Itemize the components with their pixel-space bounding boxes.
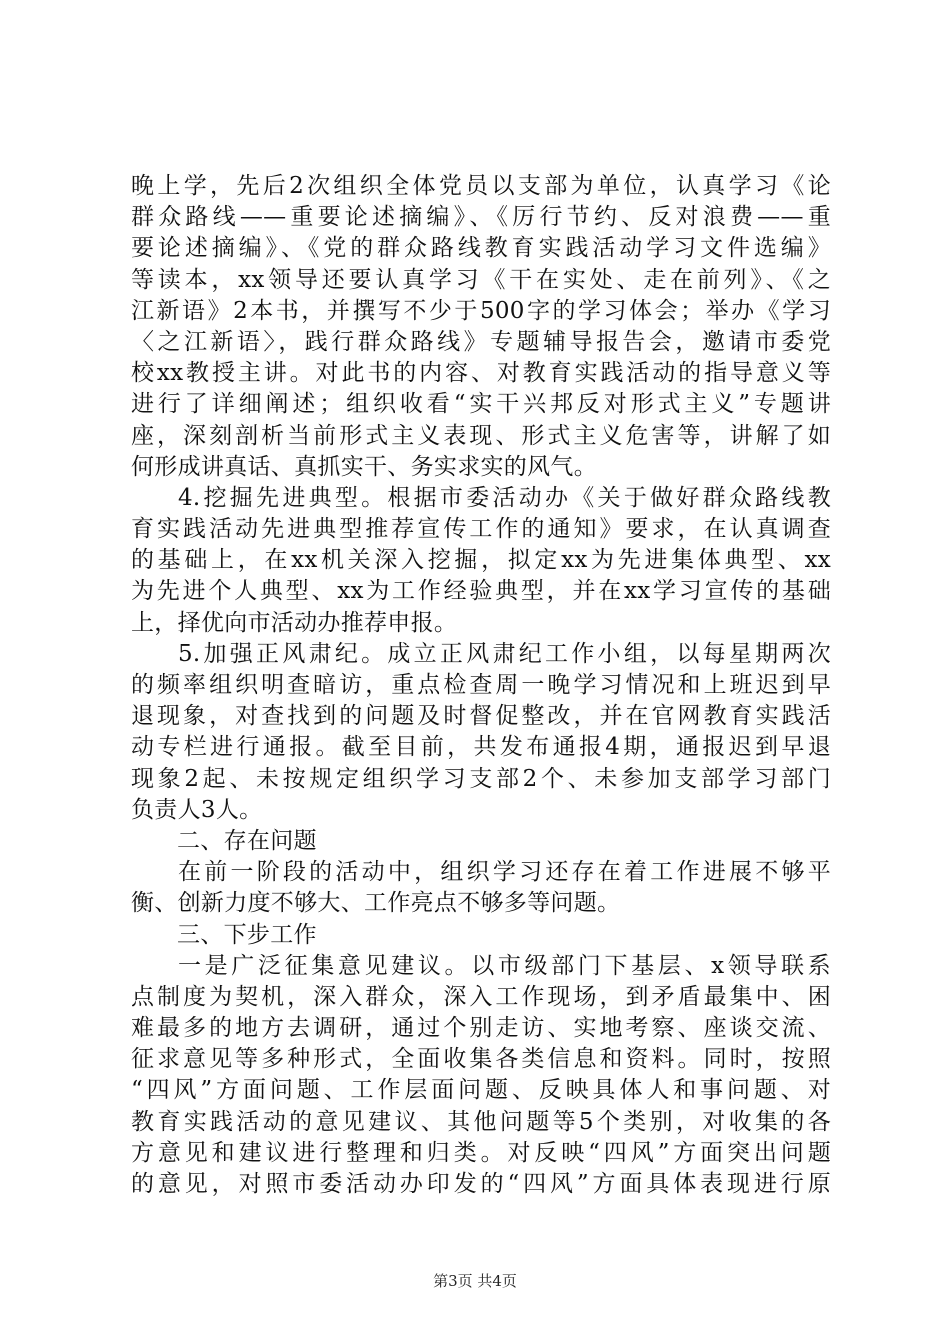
body-line: 现象2起、未按规定组织学习支部2个、未参加支部学习部门 [131, 765, 831, 792]
body-line: 衡、创新力度不够大、工作亮点不够多等问题。 [131, 890, 621, 917]
body-line: 校xx教授主讲。对此书的内容、对教育实践活动的指导意义等 [131, 360, 831, 387]
body-line: 要论述摘编》、《党的群众路线教育实践活动学习文件选编》 [131, 235, 831, 262]
body-line: 征求意见等多种形式，全面收集各类信息和资料。同时，按照 [131, 1046, 831, 1073]
document-body [131, 171, 831, 1200]
body-line: 晚上学，先后2次组织全体党员以支部为单位，认真学习《论 [131, 173, 831, 199]
section-heading: 二、存在问题 [177, 827, 317, 854]
body-line: 教育实践活动的意见建议、其他问题等5个类别，对收集的各 [131, 1108, 831, 1135]
body-line: 负责人3人。 [131, 796, 263, 823]
body-line: 的意见，对照市委活动办印发的“四风”方面具体表现进行原 [131, 1171, 831, 1197]
body-line: 动专栏进行通报。截至目前，共发布通报4期，通报迟到早退 [131, 734, 831, 761]
paragraph-heading-line: 一是广泛征集意见建议。以市级部门下基层、x领导联系 [178, 952, 831, 979]
body-line: 难最多的地方去调研，通过个别走访、实地考察、座谈交流、 [131, 1015, 831, 1042]
body-line: 江新语》2本书，并撰写不少于500字的学习体会；举办《学习 [131, 297, 831, 324]
body-line: 的基础上，在xx机关深入挖掘，拟定xx为先进集体典型、xx [131, 547, 831, 574]
paragraph-heading-line: 在前一阶段的活动中，组织学习还存在着工作进展不够平 [178, 859, 831, 886]
body-line: 退现象，对查找到的问题及时督促整改，并在官网教育实践活 [131, 703, 831, 730]
body-line: 等读本，xx领导还要认真学习《干在实处、走在前列》、《之 [131, 266, 831, 293]
body-line: 上，择优向市活动办推荐申报。 [131, 609, 458, 636]
body-line: 为先进个人典型、xx为工作经验典型，并在xx学习宣传的基础 [131, 578, 831, 605]
body-line: 点制度为契机，深入群众，深入工作现场，到矛盾最集中、困 [131, 983, 831, 1010]
body-line: 座，深刻剖析当前形式主义表现、形式主义危害等，讲解了如 [131, 422, 831, 449]
paragraph-heading-line: 4.挖掘先进典型。根据市委活动办《关于做好群众路线教 [178, 484, 831, 511]
body-line: 育实践活动先进典型推荐宣传工作的通知》要求，在认真调查 [131, 516, 831, 543]
body-line: “四风”方面问题、工作层面问题、反映具体人和事问题、对 [131, 1077, 831, 1104]
body-line: 方意见和建议进行整理和归类。对反映“四风”方面突出问题 [131, 1139, 831, 1166]
section-heading: 三、下步工作 [177, 921, 317, 948]
body-line: 〈之江新语〉，践行群众路线》专题辅导报告会，邀请市委党 [131, 328, 831, 355]
paragraph-heading-line: 5.加强正风肃纪。成立正风肃纪工作小组，以每星期两次 [178, 640, 831, 667]
body-line: 进行了详细阐述；组织收看“实干兴邦反对形式主义”专题讲 [131, 391, 831, 418]
page-number-footer: 第3页 共4页 [433, 1272, 517, 1290]
body-line: 何形成讲真话、真抓实干、务实求实的风气。 [131, 453, 597, 480]
body-line: 群众路线——重要论述摘编》、《厉行节约、反对浪费——重 [131, 204, 831, 231]
body-line: 的频率组织明查暗访，重点检查周一晚学习情况和上班迟到早 [131, 672, 831, 698]
